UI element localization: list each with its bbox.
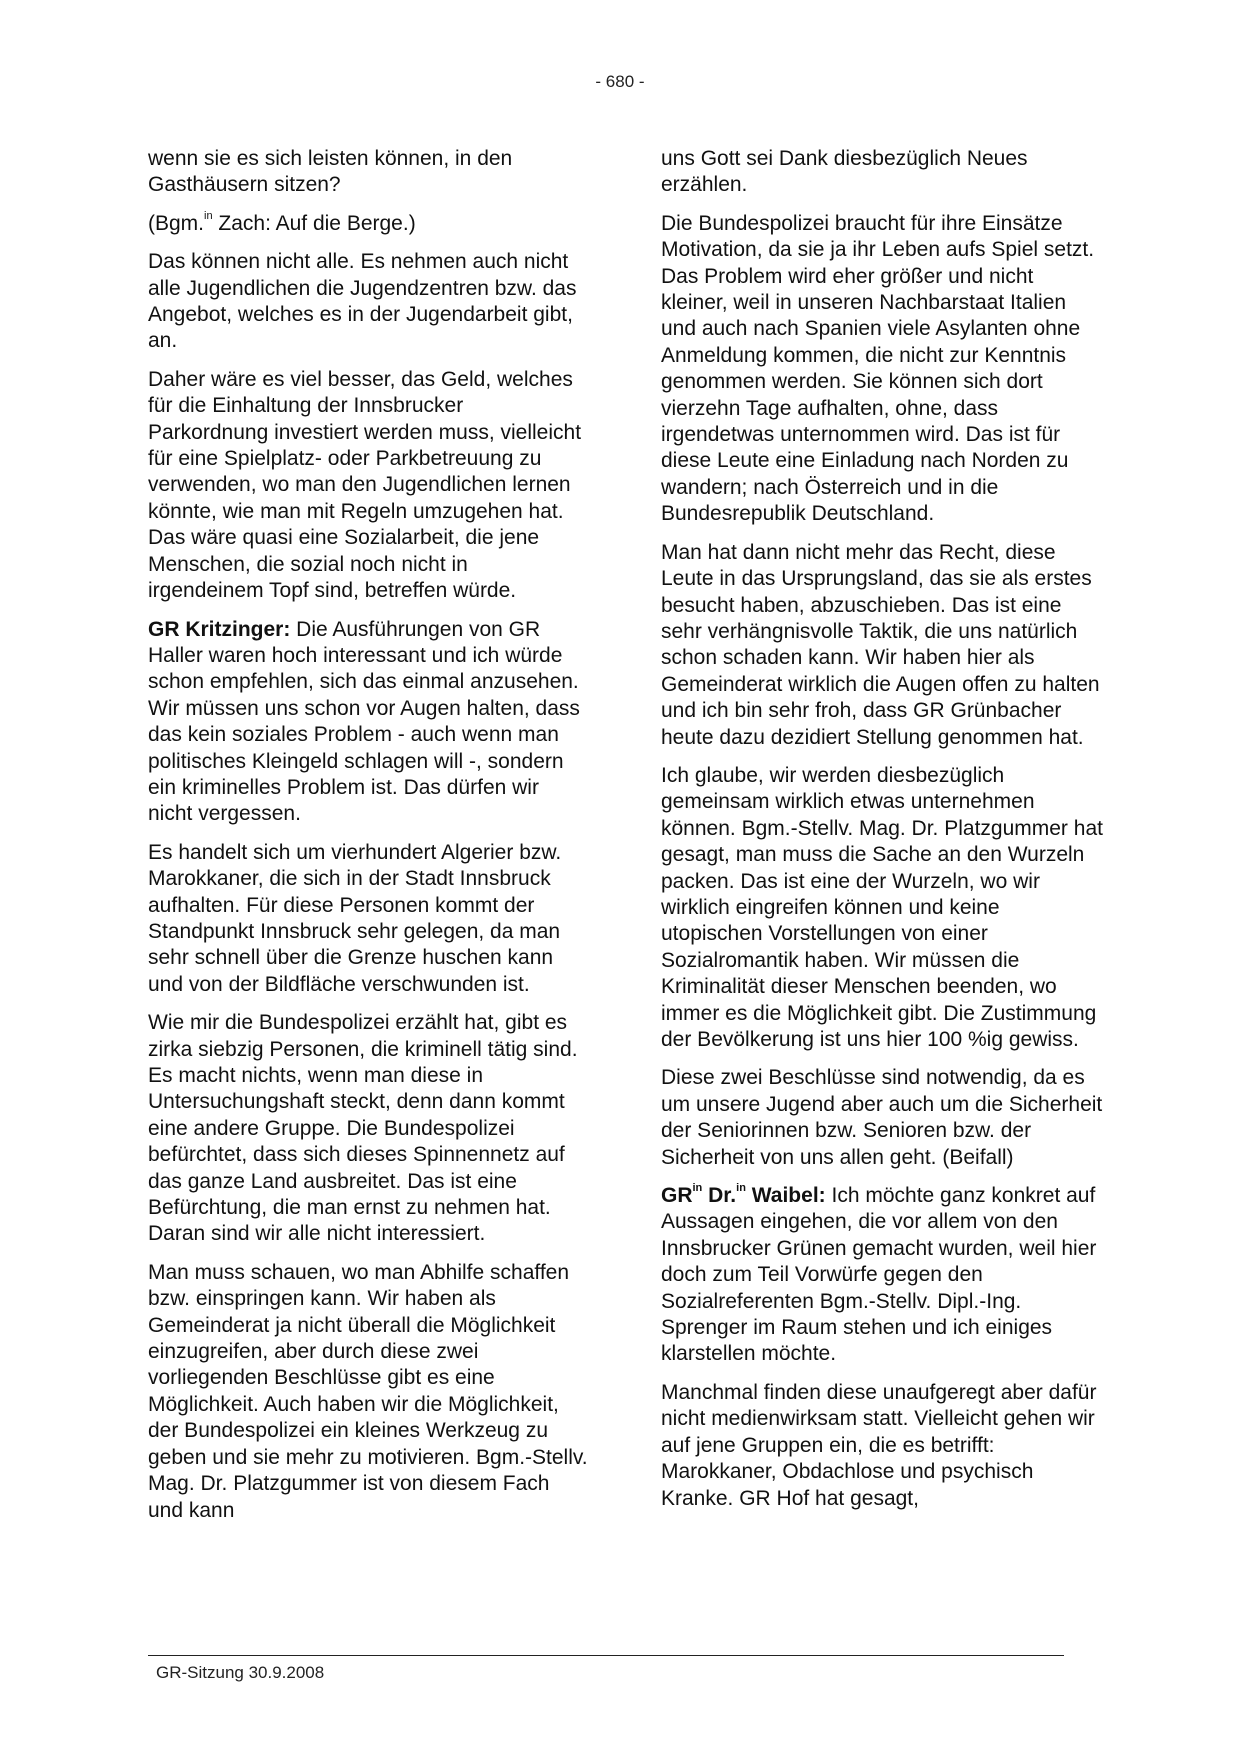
interjection-open: (Bgm.	[148, 211, 205, 235]
speaker-name	[661, 1184, 826, 1207]
speaker-part-a: GR	[661, 1184, 693, 1208]
speaker-sup-b: in	[736, 1182, 746, 1195]
page-number: - 680 -	[595, 72, 645, 91]
footer-divider	[148, 1655, 1064, 1656]
speaker-part-b: Dr.	[702, 1184, 737, 1208]
paragraph: Das können nicht alle. Es nehmen auch nicht alle Jugendlichen die Jugendzentren bzw. das Angebot, welches es in der Jugendarbeit gibt, an.	[148, 250, 577, 353]
paragraph: Daher wäre es viel besser, das Geld, welches für die Einhaltung der Innsbrucker Parkordnung investiert werden muss, vielleicht für eine Spielplatz- oder Parkbetreuung zu verwenden, wo man den Jugendlichen lernen könnte, wie man mit Regeln umzugehen hat. Das wäre quasi eine Sozialarbeit, die jene Menschen, die sozial noch nicht in irgendeinem Topf sind, betreffen würde.	[148, 367, 582, 603]
paragraph: uns Gott sei Dank diesbezüglich Neues erzählen.	[661, 147, 1028, 197]
paragraph: Diese zwei Beschlüsse sind notwendig, da es um unsere Jugend aber auch um die Sicherheit der Seniorinnen bzw. Senioren bzw. der Sicherheit von uns allen geht. (Beifall)	[661, 1066, 1103, 1169]
speaker-part-c: Waibel:	[745, 1184, 826, 1208]
paragraph: wenn sie es sich leisten können, in den Gasthäusern sitzen?	[148, 147, 513, 197]
paragraph: Man hat dann nicht mehr das Recht, diese Leute in das Ursprungsland, das sie als erstes besucht haben, abzuschieben. Das ist eine sehr verhängnisvolle Taktik, die uns natürlich schon schaden kann. Wir haben hier als Gemeinderat wirklich die Augen offen zu halten und ich bin sehr froh, dass GR Grünbacher heute dazu dezidiert Stellung genommen hat.	[661, 540, 1100, 749]
interjection-sup: in	[204, 209, 213, 222]
footer-session-date: GR-Sitzung 30.9.2008	[156, 1663, 325, 1682]
interjection-rest: Zach: Auf die Berge.)	[212, 211, 416, 235]
paragraph: Es handelt sich um vierhundert Algerier bzw. Marokkaner, die sich in der Stadt Innsbruck aufhalten. Für diese Personen kommt der Standpunkt Innsbruck sehr gelegen, da man sehr schnell über die Grenze huschen kann und von der Bildfläche verschwunden ist.	[148, 840, 562, 996]
speaker-sup-a: in	[692, 1182, 703, 1195]
paragraph: Wie mir die Bundespolizei erzählt hat, gibt es zirka siebzig Personen, die kriminell tätig sind. Es macht nichts, wenn man diese in Untersuchungshaft steckt, denn dann kommt eine andere Gruppe. Die Bundespolizei befürchtet, dass sich dieses Spinnennetz auf das ganze Land ausbreitet. Das ist eine Befürchtung, die man ernst zu nehmen hat. Daran sind wir alle nicht interessiert.	[148, 1011, 578, 1246]
paragraph: Die Bundespolizei braucht für ihre Einsätze Motivation, da sie ja ihr Leben aufs Spiel setzt. Das Problem wird eher größer und nicht kleiner, weil in unseren Nachbarstaat Italien und auch nach Spanien viele Asylanten ohne Anmeldung kommen, die nicht zur Kenntnis genommen werden. Sie können sich dort vierzehn Tage aufhalten, ohne, dass irgendetwas unternommen wird. Das ist für diese Leute eine Einladung nach Norden zu wandern; nach Österreich und in die Bundesrepublik Deutschland.	[661, 211, 1095, 526]
speech-text: Ich möchte ganz konkret auf Aussagen eingehen, die vor allem von den Innsbrucker Grünen gemacht wurden, weil hier doch zum Teil Vorwürfe gegen den Sozialreferenten Bgm.-Stellv. Dipl.-Ing. Sprenger im Raum stehen und ich einiges klarstellen möchte.	[661, 1184, 1097, 1366]
left-column	[148, 146, 588, 1536]
paragraph: Manchmal finden diese unaufgeregt aber dafür nicht medienwirksam statt. Vielleicht gehen wir auf jene Gruppen ein, die es betrifft: Marokkaner, Obdachlose und psychisch Kranke. GR Hof hat gesagt,	[661, 1380, 1097, 1510]
speech-kritzinger	[148, 617, 588, 828]
right-column	[661, 146, 1103, 1524]
paragraph: Ich glaube, wir werden diesbezüglich gemeinsam wirklich etwas unternehmen können. Bgm.-Stellv. Mag. Dr. Platzgummer hat gesagt, man muss die Sache an den Wurzeln packen. Das ist eine der Wurzeln, wo wir wirklich eingreifen können und keine utopischen Vorstellungen von einer Sozialromantik haben. Wir müssen die Kriminalität dieser Menschen beenden, wo immer es die Möglichkeit gibt. Die Zustimmung der Bevölkerung ist uns hier 100 %ig gewiss.	[661, 763, 1103, 1051]
interjection	[148, 211, 588, 237]
speech-waibel	[661, 1183, 1103, 1368]
speaker-name: GR Kritzinger:	[148, 617, 291, 641]
paragraph: Man muss schauen, wo man Abhilfe schaffen bzw. einspringen kann. Wir haben als Gemeinderat ja nicht überall die Möglichkeit einzugreifen, aber durch diese zwei vorliegenden Beschlüsse gibt es eine Möglichkeit. Auch haben wir die Möglichkeit, der Bundespolizei ein kleines Werkzeug zu geben und sie mehr zu motivieren. Bgm.-Stellv. Mag. Dr. Platzgummer ist von diesem Fach und kann	[148, 1260, 588, 1522]
speech-text: Die Ausführungen von GR Haller waren hoch interessant und ich würde schon empfehlen, sich das einmal anzusehen. Wir müssen uns schon vor Augen halten, dass das kein soziales Problem - auch wenn man politisches Kleingeld schlagen will -, sondern ein kriminelles Problem ist. Das dürfen wir nicht vergessen.	[148, 617, 580, 826]
